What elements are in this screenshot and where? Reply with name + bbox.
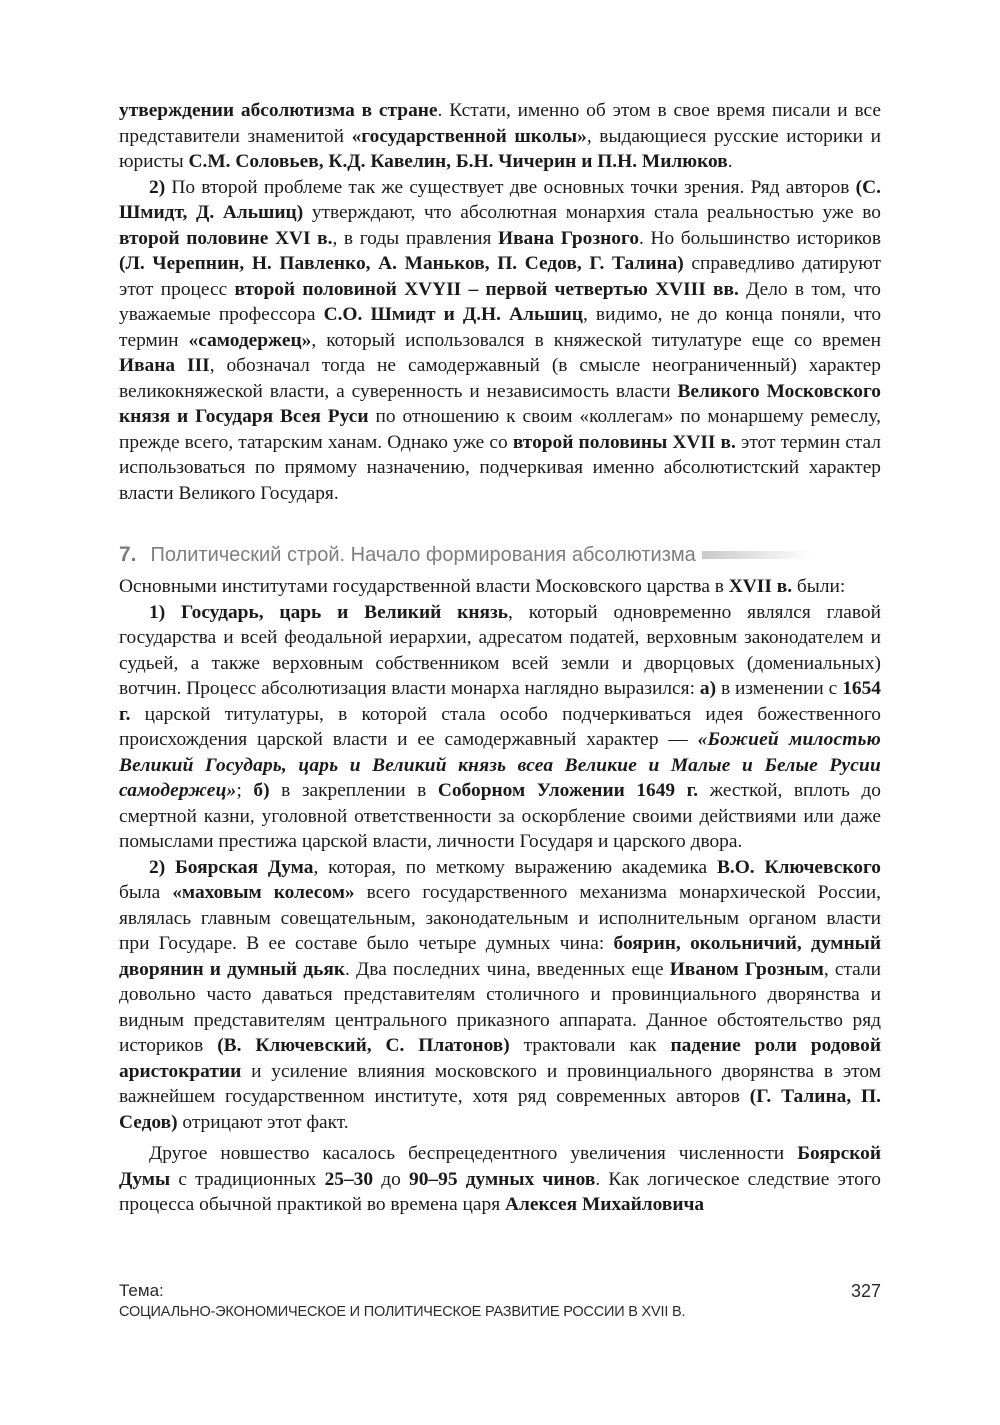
heading-fade-rule [702, 551, 812, 559]
bold-run: Соборном Уложении 1649 г. [437, 780, 699, 801]
page-number: 327 [850, 1281, 881, 1301]
bold-run: Великого Московского князя и Государя Всея Руси [119, 380, 881, 427]
page-body [119, 98, 881, 1218]
bold-run: Ивана Грозного [498, 227, 640, 249]
footer-topic-label: Тема: [119, 1281, 164, 1300]
page-footer [119, 1280, 881, 1322]
paragraph-sovereign: 1) Государь, царь и Великий князь, который одновременно являлся главой государства и всей феодальной иерархии, адресатом податей, верховным законодателем и судьей, а также верховным собственником всей земли и дворцовых (домениальных) вотчин. Процесс абсолютизация власти монарха наглядно выразился: а) в изменении с 1654 г. царской титулатуры, в которой стала особо подчеркиваться идея божественного происхождения царской власти и ее самодержавный характер — «Божией милостью Великий Государь, царь и Великий князь всеа Великие и Малые и Белые Русии самодержец»; б) в закреплении в Соборном Уложении 1649 г. жесткой, вплоть до смертной казни, уголовной ответственности за оскорбление своими действиями или даже помыслами престижа царской власти, личности Государя и царского двора. [119, 601, 881, 852]
paragraph-second-problem: 2) По второй проблеме так же существует две основных точки зрения. Ряд авторов (С. Шмидт, Д. Альшиц) утверждают, что абсолютная монархия стала реальностью уже во второй половине XVI в., в годы правления Ивана Грозного. Но большинство историков (Л. Черепнин, Н. Павленко, А. Маньков, П. Седов, Г. Талина) справедливо датируют этот процесс второй половиной XVYII – первой четвертью XVIII вв. Дело в том, что уважаемые профессора С.О. Шмидт и Д.Н. Альшиц, видимо, не до конца поняли, что термин «самодержец», который использовался в княжеской титулатуре еще со времен Ивана III, обозначал тогда не самодержавный (в смысле неограниченный) характер великокняжеской власти, а суверенность и независимость власти Великого Московского князя и Государя Всея Руси по отношению к своим «коллегам» по монаршему ремеслу, прежде всего, татарским ханам. Однако уже со второй половины XVII в. этот термин стал использоваться по прямому назначению, подчеркивая именно абсолютистский характер власти Великого Государя. [119, 176, 882, 504]
tsar-title-quote: «Божией милостью Великий Государь, царь и Великий князь всеа Великие и Малые и Белые Русии самодержец» [119, 729, 881, 801]
bold-run: утверждении абсолютизма в стране [119, 100, 438, 121]
bold-run: боярин, окольничий, думный дворянин и думный дьяк [119, 933, 881, 980]
bold-run: второй половиной XVYII – первой четвертью XVIII вв. [234, 278, 739, 300]
bold-run: 25–30 [324, 1168, 374, 1190]
bold-run: 2) [149, 176, 172, 198]
paragraph-boyar-duma: 2) Боярская Дума, которая, по меткому выражению академика В.О. Ключевского была «маховым колесом» всего государственного механизма монархической России, являлась главным совещательным, законодательным и исполнительным органом власти при Государе. В ее составе было четыре думных чина: боярин, окольничий, думный дворянин и думный дьяк. Два последних чина, введенных еще Иваном Грозным, стали довольно часто даваться представителям столичного и провинциального дворянства и видным представителям центрального приказного аппарата. Данное обстоятельство ряд историков (В. Ключевский, С. Платонов) трактовали как падение роли родовой аристократии и усиление влияния московского и провинциального дворянства в этом важнейшем государственном институте, хотя ряд современных авторов (Г. Талина, П. Седов) отрицают этот факт. [119, 856, 882, 1133]
bold-run: второй половине XVI в. [119, 227, 333, 249]
bold-run: (В. Ключевский, С. Платонов) [217, 1035, 510, 1056]
bold-run: Алексея Михайловича [505, 1194, 705, 1215]
bold-run: С.О. Шмидт и Д.Н. Альшиц [323, 304, 583, 325]
bold-run: а) [699, 678, 717, 699]
bold-run: С.М. Соловьев, К.Д. Кавелин, Б.Н. Чичерин и П.Н. Милюков [188, 151, 728, 172]
bold-run: XVII в. [728, 576, 793, 597]
bold-run: второй половины XVII в. [512, 431, 736, 453]
paragraph-intro-continuation: утверждении абсолютизма в стране. Кстати, именно об этом в свое время писали и все представители знаменитой «государственной школы», выдающиеся русские историки и юристы С.М. Соловьев, К.Д. Кавелин, Б.Н. Чичерин и П.Н. Милюков. [119, 100, 881, 172]
section-number: 7. [119, 543, 137, 566]
bold-run: «государственной школы» [351, 125, 587, 147]
bold-run: (Г. Талина, П. Седов) [119, 1086, 881, 1133]
paragraph-institutions-intro: Основными институтами государственной власти Московского царства в XVII в. были: [119, 576, 846, 597]
section-title: Политический строй. Начало формирования абсолютизма [150, 544, 696, 566]
bold-run: (Л. Черепнин, Н. Павленко, А. Маньков, П. Седов, Г. Талина) [119, 253, 684, 274]
paragraph-duma-growth: Другое новшество касалось беспрецедентного увеличения численности Боярской Думы с традиционных 25–30 до 90–95 думных чинов. Как логическое следствие этого процесса обычной практикой во времена царя Алексея Михайловича [119, 1143, 881, 1215]
bold-run: «самодержец» [188, 329, 312, 351]
bold-run: В.О. Ключевского [716, 856, 881, 878]
footer-topic-title: СОЦИАЛЬНО-ЭКОНОМИЧЕСКОЕ И ПОЛИТИЧЕСКОЕ РАЗВИТИЕ РОССИИ В XVII В. [119, 1304, 686, 1320]
bold-run: «маховым колесом» [172, 882, 355, 903]
section-heading [119, 542, 881, 568]
bold-run: Иваном Грозным [669, 958, 824, 980]
bold-run: падение роли родовой аристократии [119, 1035, 881, 1082]
bold-run: 2) Боярская Дума [149, 856, 314, 878]
bold-run: Боярской Думы [119, 1143, 881, 1190]
bold-run: 90–95 думных чинов [409, 1168, 596, 1190]
bold-run: б) [253, 780, 270, 801]
bold-run: 1) Государь, царь и Великий князь [149, 601, 509, 623]
bold-run: (С. Шмидт, Д. Альшиц) [119, 176, 881, 223]
bold-run: Ивана III [119, 355, 210, 376]
bold-run: 1654 г. [119, 678, 881, 725]
